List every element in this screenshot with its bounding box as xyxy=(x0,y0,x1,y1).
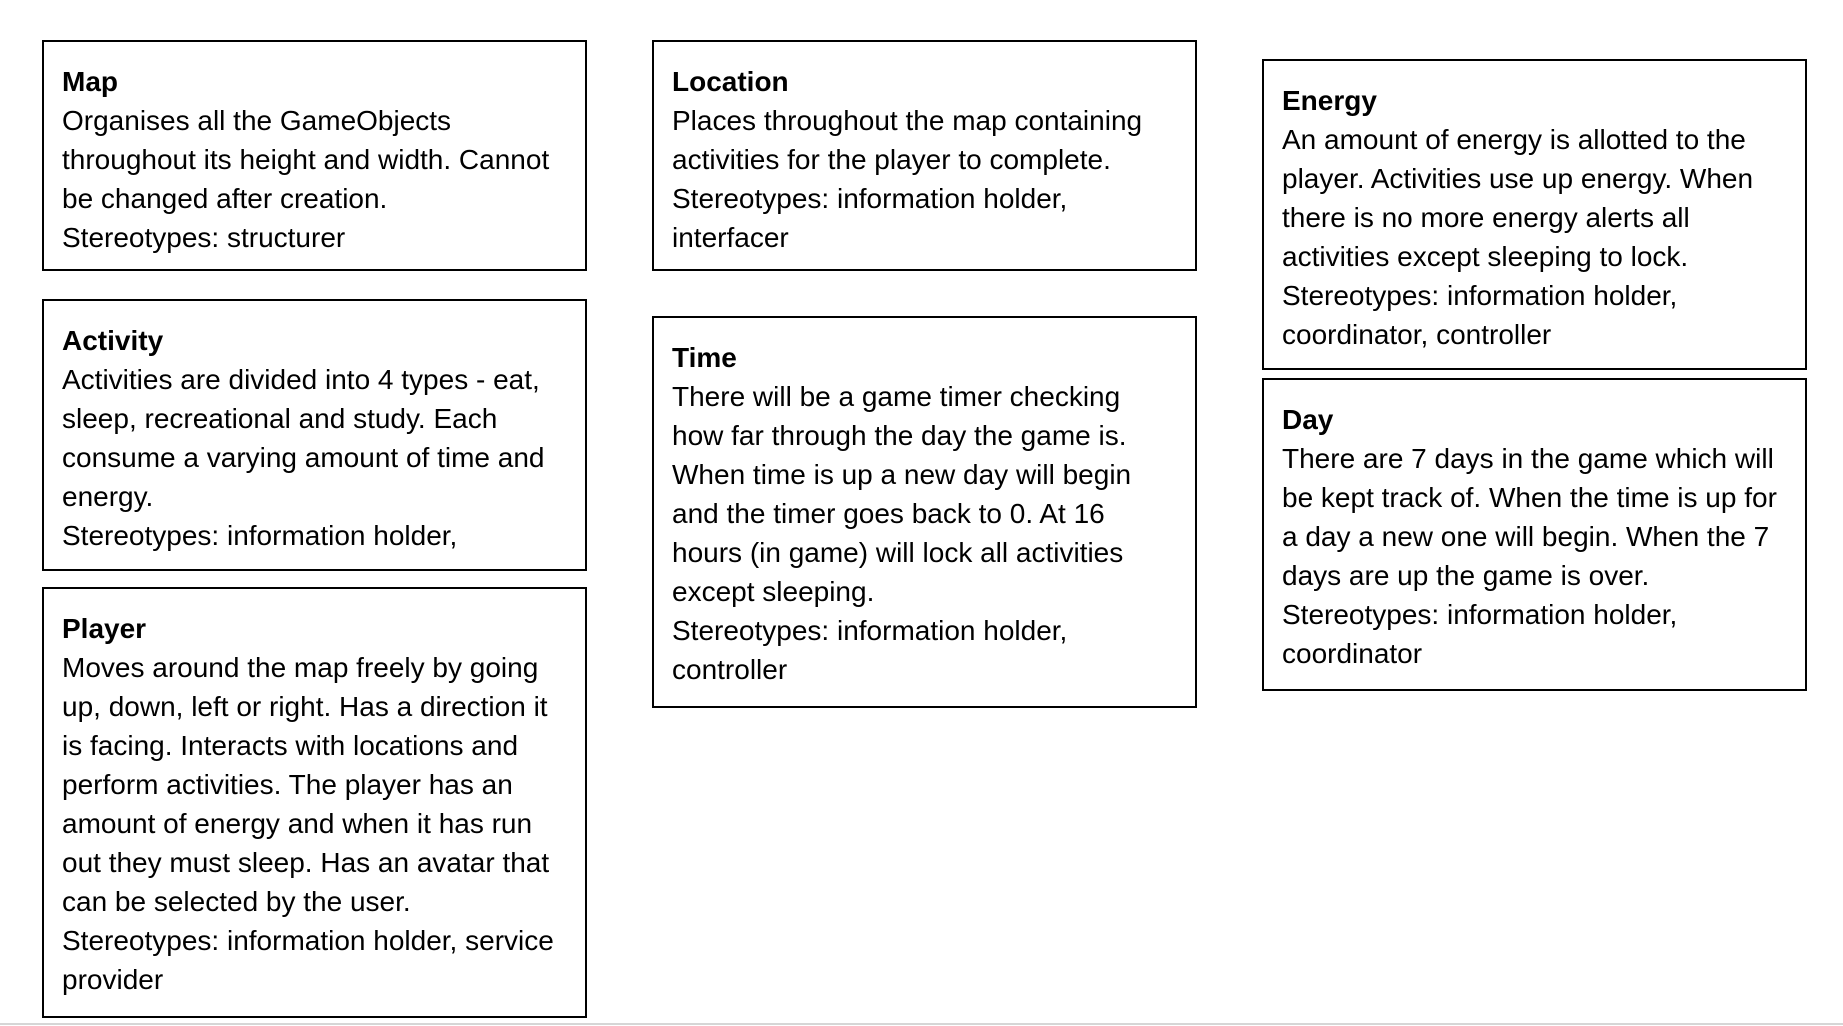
card-stereotypes: Stereotypes: structurer xyxy=(62,222,346,253)
card-title: Activity xyxy=(62,325,164,356)
card-title: Location xyxy=(672,66,789,97)
card-description: There are 7 days in the game which will be kept track of. When the time is up for a day a new one will begin. When the 7 days are up the game is over. xyxy=(1282,443,1777,591)
card-stereotypes: Stereotypes: information holder, service provider xyxy=(62,925,554,995)
card-description: Organises all the GameObjects throughout its height and width. Cannot be changed after creation. xyxy=(62,105,550,214)
card-title: Time xyxy=(672,342,737,373)
card-location xyxy=(652,40,1197,271)
card-stereotypes: Stereotypes: information holder, xyxy=(62,520,458,551)
card-time xyxy=(652,316,1197,708)
card-player xyxy=(42,587,587,1018)
card-description: Places throughout the map containing activities for the player to complete. xyxy=(672,105,1143,175)
card-activity xyxy=(42,299,587,571)
card-description: There will be a game timer checking how far through the day the game is. When time is up a new day will begin and the timer goes back to 0. At 16 hours (in game) will lock all activities except sleeping. xyxy=(672,381,1132,607)
card-title: Player xyxy=(62,613,147,644)
card-description: Moves around the map freely by going up, down, left or right. Has a direction it is facing. Interacts with locations and perform activities. The player has an amount of energy and when it has run out they must sleep. Has an avatar that can be selected by the user. xyxy=(62,652,550,917)
card-title: Map xyxy=(62,66,118,97)
card-title: Day xyxy=(1282,404,1334,435)
card-stereotypes: Stereotypes: information holder, controller xyxy=(672,615,1068,685)
card-stereotypes: Stereotypes: information holder, coordinator xyxy=(1282,599,1678,669)
card-description: Activities are divided into 4 types - eat, sleep, recreational and study. Each consume a varying amount of time and energy. xyxy=(62,364,545,512)
card-map xyxy=(42,40,587,271)
card-stereotypes: Stereotypes: information holder, interfacer xyxy=(672,183,1068,253)
page-bottom-divider xyxy=(0,1023,1843,1025)
card-energy xyxy=(1262,59,1807,370)
card-description: An amount of energy is allotted to the player. Activities use up energy. When there is no more energy alerts all activities except sleeping to lock. xyxy=(1282,124,1754,272)
card-day xyxy=(1262,378,1807,691)
card-title: Energy xyxy=(1282,85,1377,116)
card-stereotypes: Stereotypes: information holder, coordinator, controller xyxy=(1282,280,1678,350)
